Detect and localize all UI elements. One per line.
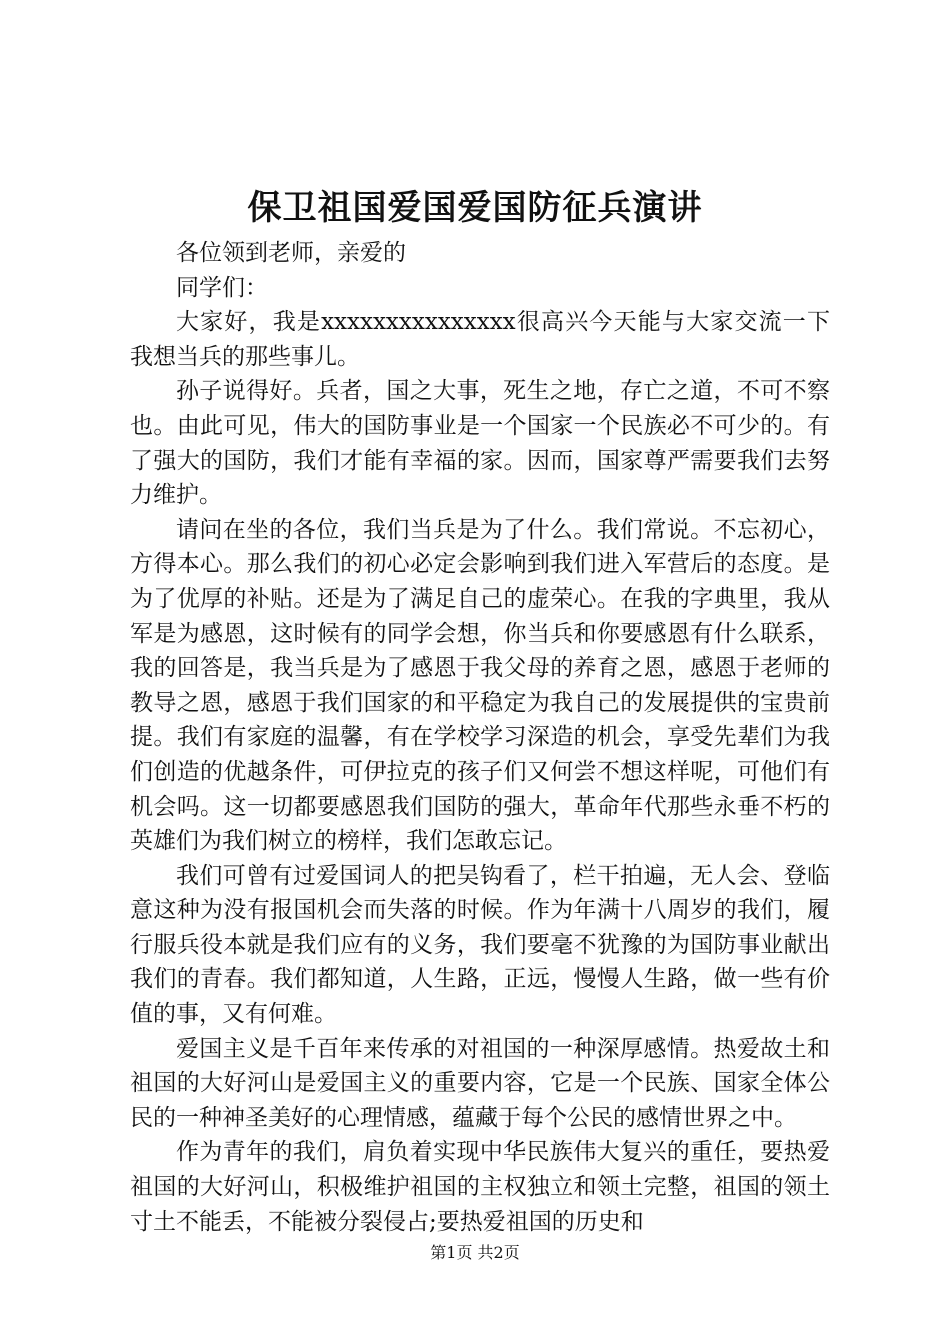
paragraph: 大家好，我是xxxxxxxxxxxxxxx很高兴今天能与大家交流一下我想当兵的那些事儿。 — [130, 309, 830, 370]
page-number-footer: 第1页 共2页 — [430, 1243, 520, 1262]
paragraph: 我们可曾有过爱国词人的把吴钩看了，栏干拍遍，无人会、登临意这种为没有报国机会而失落的时候。作为年满十八周岁的我们，履行服兵役本就是我们应有的义务，我们要毫不犹豫的为国防事业献出我们的青春。我们都知道，人生路，正远，慢慢人生路，做一些有价值的事，又有何难。 — [130, 862, 830, 1028]
paragraph-greeting-cont: 同学们： — [176, 274, 268, 301]
paragraph: 请问在坐的各位，我们当兵是为了什么。我们常说。不忘初心，方得本心。那么我们的初心必定会影响到我们进入军营后的态度。是为了优厚的补贴。还是为了满足自己的虚荣心。在我的字典里，我从军是为感恩，这时候有的同学会想，你当兵和你要感恩有什么联系，我的回答是，我当兵是为了感恩于我父母的养育之恩，感恩于老师的教导之恩，感恩于我们国家的和平稳定为我自己的发展提供的宝贵前提。我们有家庭的温馨，有在学校学习深造的机会，享受先辈们为我们创造的优越条件，可伊拉克的孩子们又何尝不想这样呢，可他们有机会吗。这一切都要感恩我们国防的强大，革命年代那些永垂不朽的英雄们为我们树立的榜样，我们怎敢忘记。 — [130, 516, 830, 855]
paragraph: 作为青年的我们，肩负着实现中华民族伟大复兴的重任，要热爱祖国的大好河山，积极维护祖国的主权独立和领土完整，祖国的领土寸土不能丢，不能被分裂侵占;要热爱祖国的历史和 — [130, 1139, 830, 1235]
paragraph-greeting: 各位领到老师，亲爱的 — [176, 240, 406, 266]
paragraph: 孙子说得好。兵者，国之大事，死生之地，存亡之道，不可不察也。由此可见，伟大的国防事业是一个国家一个民族必不可少的。有了强大的国防，我们才能有幸福的家。因而，国家尊严需要我们去努力维护。 — [130, 378, 830, 509]
document-title: 保卫祖国爱国爱国防征兵演讲 — [247, 188, 703, 228]
paragraph: 爱国主义是千百年来传承的对祖国的一种深厚感情。热爱故土和祖国的大好河山是爱国主义的重要内容，它是一个民族、国家全体公民的一种神圣美好的心理情感，蕴藏于每个公民的感情世界之中。 — [130, 1035, 830, 1131]
document-body — [130, 236, 830, 1239]
